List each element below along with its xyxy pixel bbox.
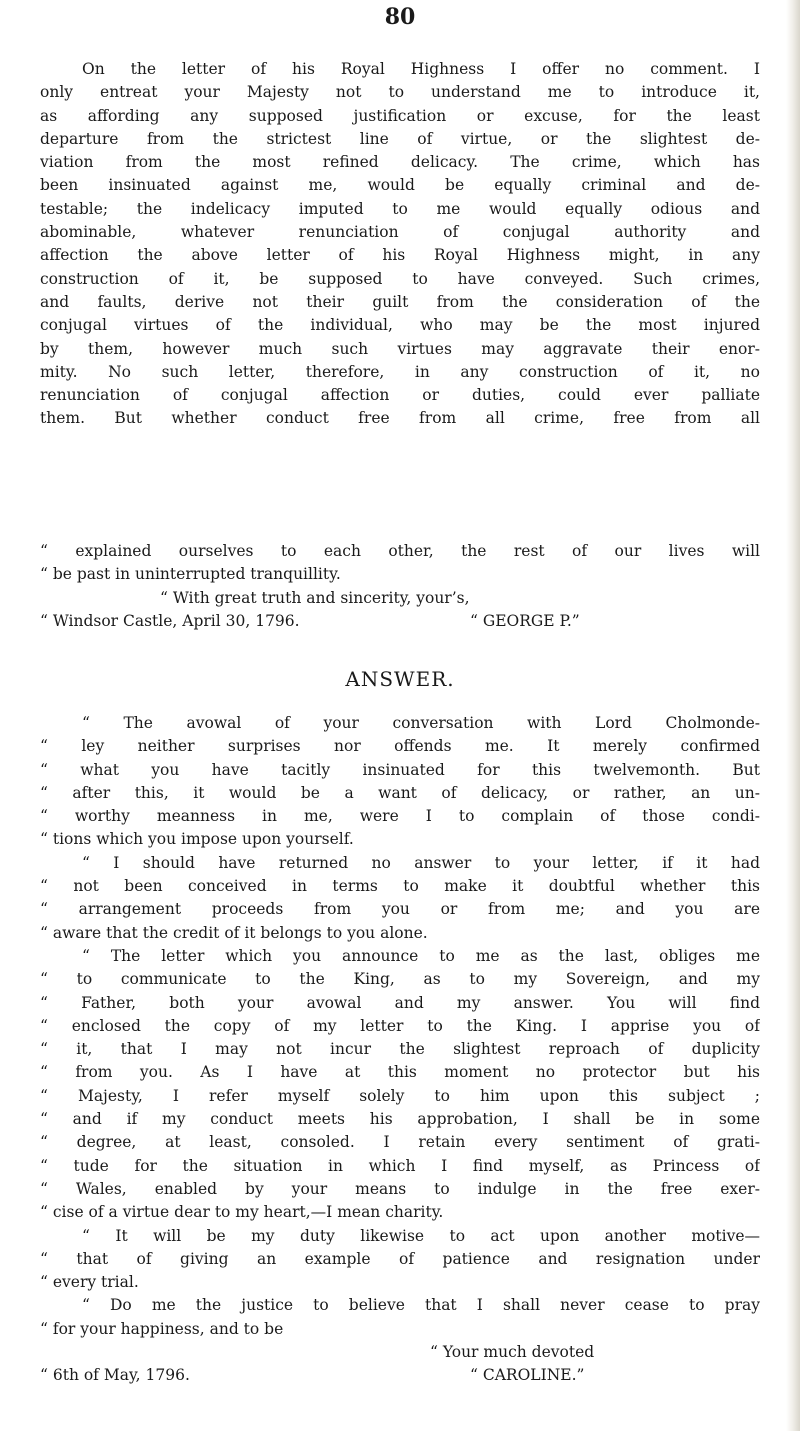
text-line: “ With great truth and sincerity, your’s, bbox=[160, 588, 470, 607]
text-line: conjugal virtues of the individual, who may be the most injured bbox=[40, 316, 760, 335]
section-heading: ANSWER. bbox=[345, 667, 455, 691]
text-line: “ aware that the credit of it belongs to you alone. bbox=[40, 923, 428, 942]
answer-signoff bbox=[40, 1364, 760, 1387]
text-line: “ worthy meanness in me, were I to complain of those condi- bbox=[40, 807, 760, 826]
text-line: “ that of giving an example of patience and resignation under bbox=[40, 1249, 760, 1268]
text-line: “ after this, it would be a want of delicacy, or rather, an un- bbox=[40, 783, 760, 802]
text-line: mity. No such letter, therefore, in any construction of it, no bbox=[40, 362, 760, 381]
text-line: affection the above letter of his Royal Highness might, in any bbox=[40, 246, 760, 265]
text-line: “ from you. As I have at this moment no protector but his bbox=[40, 1063, 760, 1082]
text-line: abominable, whatever renunciation of conjugal authority and bbox=[40, 223, 760, 242]
text-line: as affording any supposed justification or excuse, for the least bbox=[40, 106, 760, 125]
text-line: “ The avowal of your conversation with Lord Cholmonde- bbox=[82, 714, 760, 732]
text-line: “ enclosed the copy of my letter to the King. I apprise you of bbox=[40, 1016, 760, 1035]
text-line: been insinuated against me, would be equally criminal and de- bbox=[40, 176, 760, 195]
letter-paragraph bbox=[40, 58, 760, 431]
text-line: renunciation of conjugal affection or duties, could ever palliate bbox=[40, 386, 760, 405]
text-line: “ Majesty, I refer myself solely to him upon this subject ; bbox=[40, 1086, 760, 1105]
text-line: “ tude for the situation in which I find myself, as Princess of bbox=[40, 1156, 760, 1175]
text-line: only entreat your Majesty not to understand me to introduce it, bbox=[40, 83, 760, 102]
answer-closing-line bbox=[40, 1341, 760, 1364]
text-line: testable; the indelicacy imputed to me would equally odious and bbox=[40, 199, 760, 218]
text-line: “ be past in uninterrupted tranquillity. bbox=[40, 565, 341, 584]
text-line: “ not been conceived in terms to make it doubtful whether this bbox=[40, 877, 760, 896]
page-edge-shadow bbox=[786, 0, 800, 1431]
text-line: “ it, that I may not incur the slightest reproach of duplicity bbox=[40, 1040, 760, 1059]
text-line: “ Wales, enabled by your means to indulge in the free exer- bbox=[40, 1179, 760, 1198]
text-line: by them, however much such virtues may aggravate their enor- bbox=[40, 339, 760, 358]
text-line: “ degree, at least, consoled. I retain every sentiment of grati- bbox=[40, 1133, 760, 1152]
page-number: 80 bbox=[384, 4, 416, 30]
text-line: On the letter of his Royal Highness I offer no comment. I bbox=[82, 60, 760, 78]
text-line: “ to communicate to the King, as to my Sovereign, and my bbox=[40, 970, 760, 989]
text-line: “ It will be my duty likewise to act upon another motive— bbox=[82, 1226, 760, 1245]
answer-signature: “ CAROLINE.” bbox=[470, 1366, 585, 1385]
text-line: “ arrangement proceeds from you or from me; and you are bbox=[40, 900, 760, 919]
text-line: “ and if my conduct meets his approbation, I shall be in some bbox=[40, 1110, 760, 1129]
text-line: “ Father, both your avowal and my answer. You will find bbox=[40, 993, 760, 1012]
text-line: “ cise of a virtue dear to my heart,—I mean charity. bbox=[40, 1203, 444, 1222]
text-line: “ what you have tacitly insinuated for this twelvemonth. But bbox=[40, 760, 760, 779]
text-line: “ for your happiness, and to be bbox=[40, 1319, 284, 1338]
text-line: “ ley neither surprises nor offends me. It merely confirmed bbox=[40, 737, 760, 756]
answer-date: “ 6th of May, 1796. bbox=[40, 1366, 190, 1385]
letter-closing bbox=[40, 540, 760, 633]
text-line: “ The letter which you announce to me as the last, obliges me bbox=[82, 946, 760, 965]
text-line: “ explained ourselves to each other, the rest of our lives will bbox=[40, 542, 760, 560]
text-line: “ tions which you impose upon yourself. bbox=[40, 830, 354, 849]
answer-closing: “ Your much devoted bbox=[430, 1343, 595, 1362]
text-line: construction of it, be supposed to have conveyed. Such crimes, bbox=[40, 269, 760, 288]
text-line: “ every trial. bbox=[40, 1273, 139, 1292]
text-line: “ I should have returned no answer to your letter, if it had bbox=[82, 853, 760, 872]
text-line: departure from the strictest line of virtue, or the slightest de- bbox=[40, 129, 760, 148]
letter-signature: “ GEORGE P.” bbox=[470, 611, 580, 630]
text-line: “ Do me the justice to believe that I shall never cease to pray bbox=[82, 1296, 760, 1315]
text-line: viation from the most refined delicacy. The crime, which has bbox=[40, 153, 760, 172]
letter-place-date: “ Windsor Castle, April 30, 1796. bbox=[40, 611, 300, 630]
text-line: them. But whether conduct free from all crime, free from all bbox=[40, 409, 760, 428]
letter-signoff bbox=[40, 610, 760, 633]
text-line: and faults, derive not their guilt from the consideration of the bbox=[40, 292, 760, 311]
answer-paragraph bbox=[40, 712, 760, 1388]
